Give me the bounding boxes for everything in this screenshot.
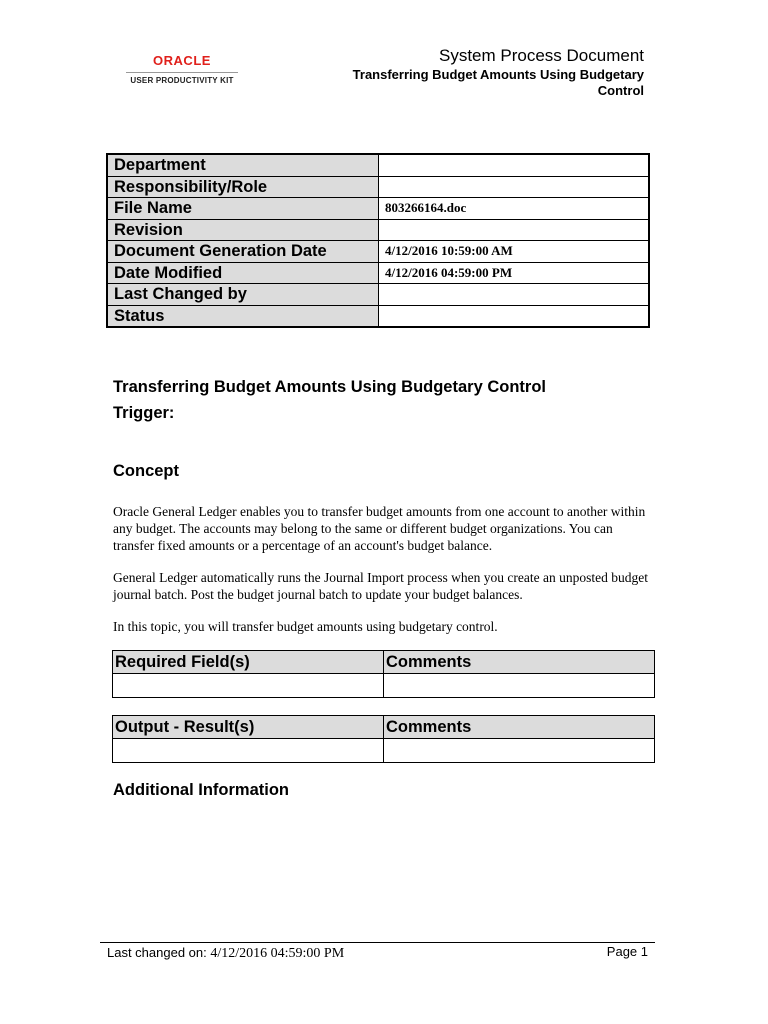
table-cell [113,739,384,763]
table-header-row [113,651,655,674]
meta-value [379,176,650,198]
meta-value: 4/12/2016 10:59:00 AM [379,241,650,263]
meta-label: Date Modified [107,262,379,284]
meta-value [379,284,650,306]
meta-value: 803266164.doc [379,198,650,220]
additional-information-heading: Additional Information [113,781,289,799]
trigger-heading: Trigger: [113,404,175,422]
column-header-output-results: Output - Result(s) [113,716,384,739]
output-results-table [112,715,655,763]
table-row [113,739,655,763]
meta-value [379,154,650,176]
page-number: Page 1 [606,944,648,959]
column-header-comments: Comments [384,651,655,674]
footer-label: Last changed on: [107,945,207,960]
meta-label: Department [107,154,379,176]
meta-label: Document Generation Date [107,241,379,263]
table-row [107,262,649,284]
footer-date: 4/12/2016 04:59:00 PM [210,946,345,961]
table-row [107,198,649,220]
logo-tagline: USER PRODUCTIVITY KIT [130,76,234,85]
table-row [107,154,649,176]
logo-brand: ORACLE [153,53,211,68]
table-row [107,305,649,327]
concept-heading: Concept [113,462,179,480]
table-row [107,284,649,306]
footer-divider [100,942,655,943]
column-header-required-fields: Required Field(s) [113,651,384,674]
meta-label: Responsibility/Role [107,176,379,198]
meta-label: Revision [107,219,379,241]
logo-divider [126,72,238,73]
column-header-comments: Comments [384,716,655,739]
document-metadata-table [106,153,650,328]
meta-label: Last Changed by [107,284,379,306]
meta-value: 4/12/2016 04:59:00 PM [379,262,650,284]
document-type-title: System Process Document [438,46,644,65]
table-row [107,176,649,198]
required-fields-table [112,650,655,698]
meta-label: File Name [107,198,379,220]
oracle-upk-logo [124,54,240,85]
table-row [113,674,655,698]
section-title: Transferring Budget Amounts Using Budgetary Control [113,378,546,396]
document-subtitle: Transferring Budget Amounts Using Budgetary Control [352,67,644,98]
table-cell [384,739,655,763]
concept-paragraph: General Ledger automatically runs the Journal Import process when you create an unposted budget journal batch. Post the budget journal batch to update your budget balances. [113,570,648,602]
table-row [107,241,649,263]
table-header-row [113,716,655,739]
meta-label: Status [107,305,379,327]
table-cell [113,674,384,698]
meta-value [379,305,650,327]
table-cell [384,674,655,698]
meta-value [379,219,650,241]
concept-paragraph: In this topic, you will transfer budget amounts using budgetary control. [113,619,498,634]
footer-last-changed [107,945,344,962]
table-row [107,219,649,241]
concept-paragraph: Oracle General Ledger enables you to transfer budget amounts from one account to another within any budget. The accounts may belong to the same or different budget organizations. You can transfer fixed amounts or a percentage of an account's budget balance. [113,504,646,553]
